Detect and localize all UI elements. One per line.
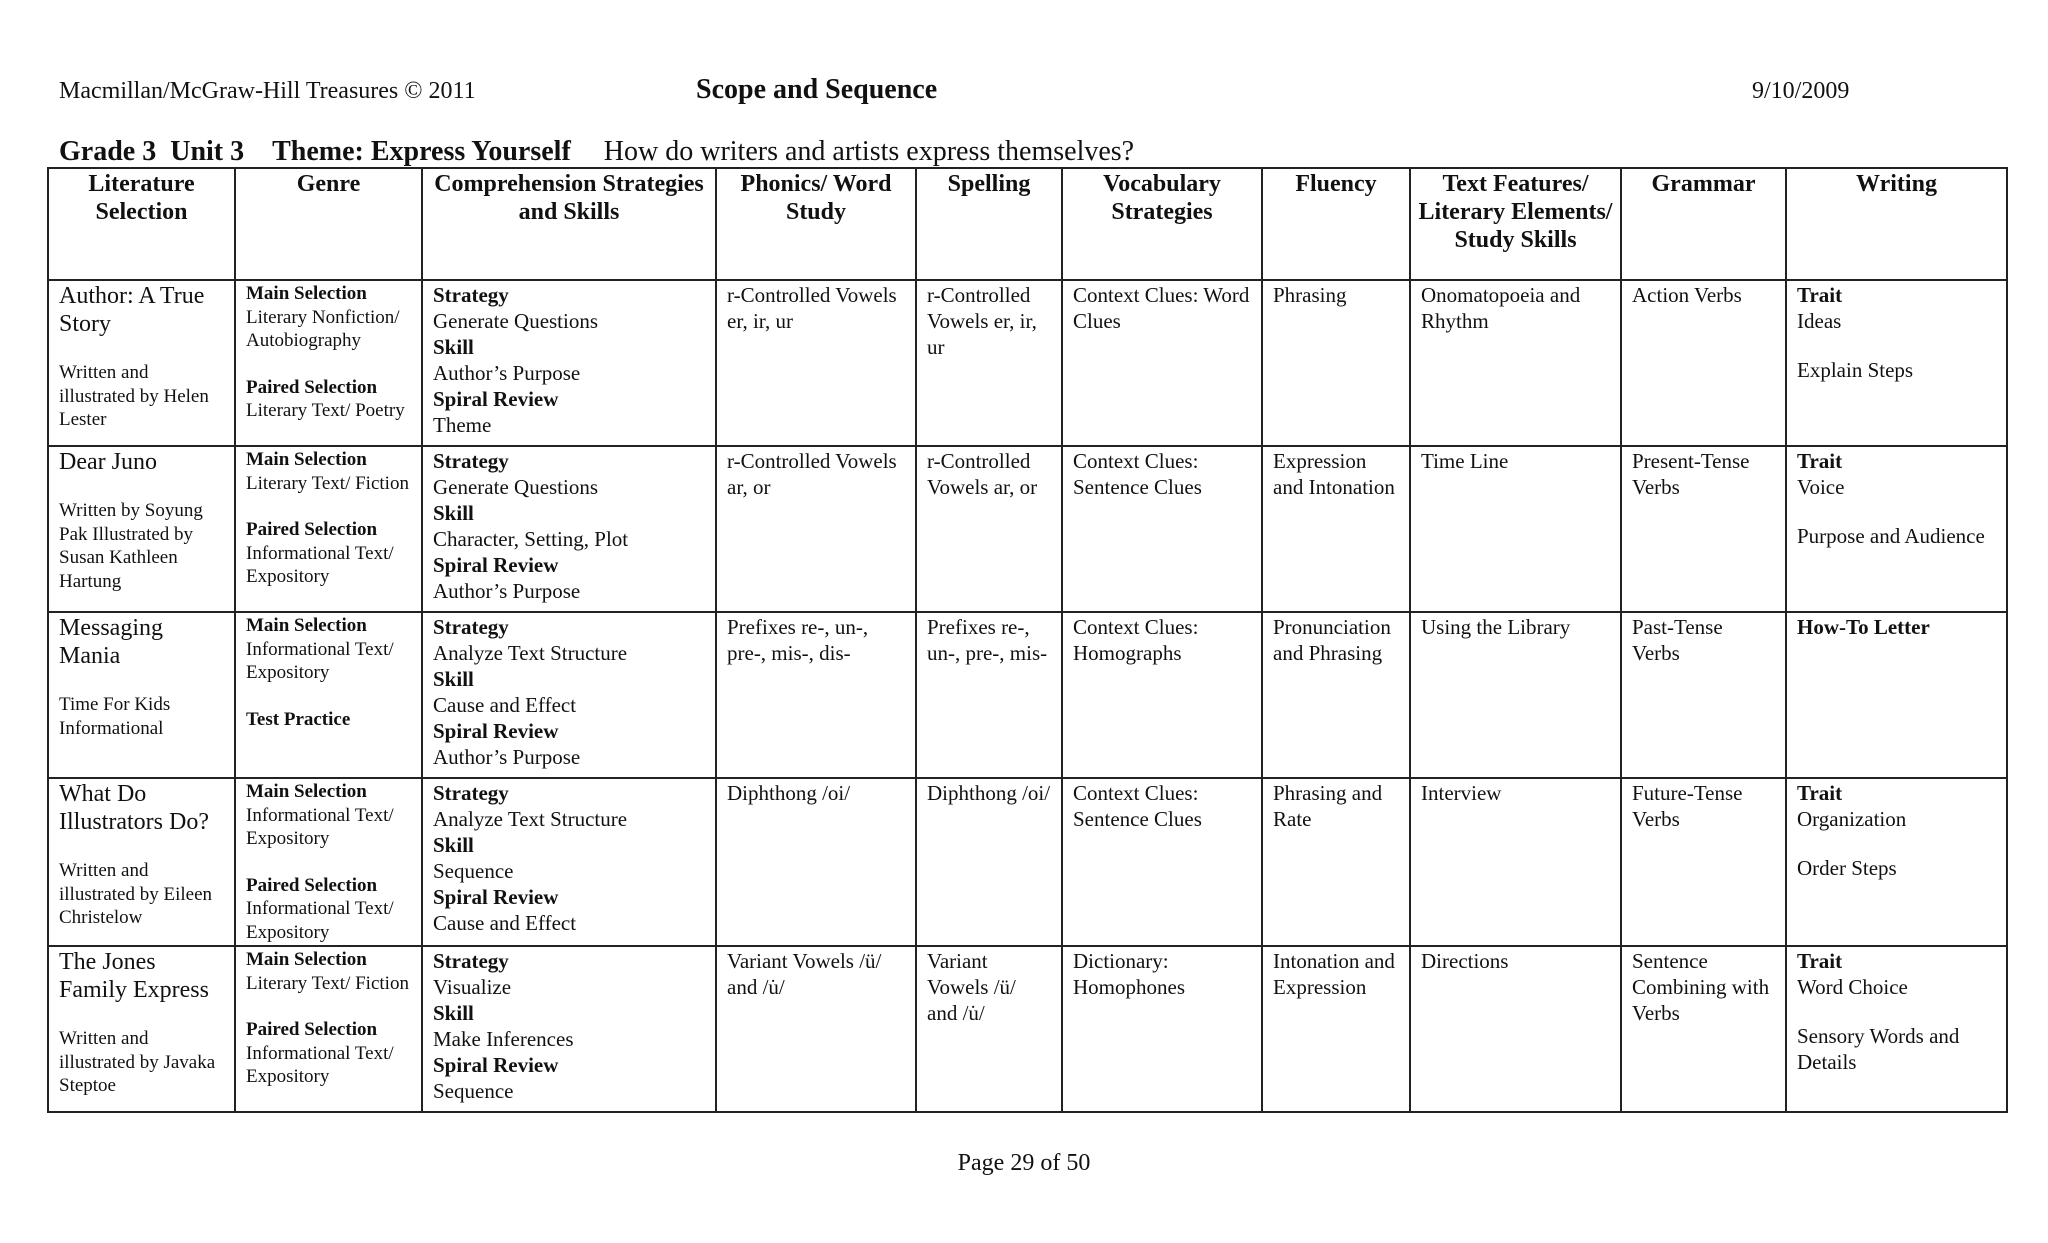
spiral-review-value: Sequence bbox=[433, 1079, 514, 1103]
writing-heading: Trait bbox=[1797, 781, 1843, 805]
phonics-cell: Prefixes re-, un-, pre-, mis-, dis- bbox=[716, 612, 916, 778]
main-selection-genre: Informational Text/ Expository bbox=[246, 804, 394, 849]
column-header: Grammar bbox=[1621, 168, 1786, 280]
main-selection-genre: Literary Text/ Fiction bbox=[246, 472, 409, 494]
spiral-review-value: Author’s Purpose bbox=[433, 579, 581, 603]
phonics-cell: r-Controlled Vowels ar, or bbox=[716, 446, 916, 612]
writing-trait: Word Choice bbox=[1797, 975, 1908, 999]
paired-selection-genre: Literary Text/ Poetry bbox=[246, 400, 405, 421]
skill-value: Sequence bbox=[433, 859, 514, 883]
writing-cell bbox=[1786, 446, 2007, 612]
skill-label: Skill bbox=[433, 667, 474, 691]
spiral-review-value: Theme bbox=[433, 413, 492, 437]
writing-heading: How-To Letter bbox=[1797, 615, 1930, 639]
comprehension-cell bbox=[422, 280, 716, 446]
strategy-label: Strategy bbox=[433, 781, 509, 805]
phonics-cell: Diphthong /oi/ bbox=[716, 778, 916, 946]
fluency-cell: Expression and Intonation bbox=[1262, 446, 1410, 612]
writing-trait: Ideas bbox=[1797, 309, 1842, 333]
column-header: Spelling bbox=[916, 168, 1062, 280]
strategy-value: Analyze Text Structure bbox=[433, 807, 628, 831]
skill-value: Author’s Purpose bbox=[433, 361, 581, 385]
spiral-review-label: Spiral Review bbox=[433, 719, 559, 743]
writing-heading: Trait bbox=[1797, 449, 1843, 473]
vocabulary-cell: Context Clues: Homographs bbox=[1062, 612, 1262, 778]
paired-selection-label: Paired Selection bbox=[246, 519, 378, 540]
grammar-cell: Sentence Combining with Verbs bbox=[1621, 946, 1786, 1112]
grade-label: Grade 3 bbox=[59, 136, 157, 167]
table-row bbox=[48, 946, 2007, 1112]
column-header: Vocabulary Strategies bbox=[1062, 168, 1262, 280]
grammar-cell: Present-Tense Verbs bbox=[1621, 446, 1786, 612]
spelling-cell: r-Controlled Vowels ar, or bbox=[916, 446, 1062, 612]
grammar-cell: Future-Tense Verbs bbox=[1621, 778, 1786, 946]
skill-label: Skill bbox=[433, 501, 474, 525]
paired-selection-label: Paired Selection bbox=[246, 376, 378, 398]
spiral-review-label: Spiral Review bbox=[433, 387, 559, 411]
selection-title: What Do Illustrators Do? bbox=[59, 781, 209, 835]
document-date: 9/10/2009 bbox=[1752, 78, 1850, 104]
skill-label: Skill bbox=[433, 833, 474, 857]
strategy-label: Strategy bbox=[433, 283, 509, 307]
column-header: Writing bbox=[1786, 168, 2007, 280]
fluency-cell: Intonation and Expression bbox=[1262, 946, 1410, 1112]
skill-label: Skill bbox=[433, 335, 474, 359]
skill-value: Character, Setting, Plot bbox=[433, 527, 629, 551]
genre-cell bbox=[235, 446, 422, 612]
unit-heading bbox=[59, 136, 1134, 168]
phonics-cell: Variant Vowels /ü/ and /u̇/ bbox=[716, 946, 916, 1112]
page-number: Page 29 of 50 bbox=[957, 1150, 1091, 1176]
vocabulary-cell: Context Clues: Sentence Clues bbox=[1062, 446, 1262, 612]
writing-trait: Organization bbox=[1797, 807, 1907, 831]
skill-label: Skill bbox=[433, 1001, 474, 1025]
strategy-value: Generate Questions bbox=[433, 309, 599, 333]
vocabulary-cell: Context Clues: Word Clues bbox=[1062, 280, 1262, 446]
main-selection-label: Main Selection bbox=[246, 615, 367, 636]
unit-label: Unit 3 bbox=[170, 136, 245, 167]
spelling-cell: Diphthong /oi/ bbox=[916, 778, 1062, 946]
main-selection-label: Main Selection bbox=[246, 449, 367, 470]
selection-title: Messaging Mania bbox=[59, 615, 163, 669]
writing-cell bbox=[1786, 778, 2007, 946]
column-header: Genre bbox=[235, 168, 422, 280]
column-header: Phonics/ Word Study bbox=[716, 168, 916, 280]
selection-title: Dear Juno bbox=[59, 449, 157, 475]
spiral-review-label: Spiral Review bbox=[433, 885, 559, 909]
comprehension-cell bbox=[422, 612, 716, 778]
writing-cell bbox=[1786, 946, 2007, 1112]
genre-cell bbox=[235, 280, 422, 446]
paired-selection-genre: Informational Text/ Expository bbox=[246, 542, 394, 587]
paired-selection-genre: Informational Text/ Expository bbox=[246, 1042, 394, 1087]
selection-title: Author: A True Story bbox=[59, 283, 205, 337]
writing-trait: Voice bbox=[1797, 475, 1845, 499]
writing-focus: Explain Steps bbox=[1797, 358, 1914, 382]
vocabulary-cell: Dictionary: Homophones bbox=[1062, 946, 1262, 1112]
document-title: Scope and Sequence bbox=[696, 74, 938, 105]
table-row bbox=[48, 612, 2007, 778]
strategy-value: Analyze Text Structure bbox=[433, 641, 628, 665]
literature-cell bbox=[48, 446, 235, 612]
comprehension-cell bbox=[422, 446, 716, 612]
text-features-cell: Onomatopoeia and Rhythm bbox=[1410, 280, 1621, 446]
main-selection-genre: Informational Text/ Expository bbox=[246, 638, 394, 683]
skill-value: Cause and Effect bbox=[433, 693, 577, 717]
main-selection-label: Main Selection bbox=[246, 283, 367, 304]
paired-selection-label: Paired Selection bbox=[246, 1019, 378, 1040]
genre-cell bbox=[235, 946, 422, 1112]
scope-sequence-table bbox=[47, 167, 2008, 1113]
theme-question: How do writers and artists express themselves? bbox=[603, 136, 1135, 167]
selection-title: The Jones Family Express bbox=[59, 949, 209, 1003]
writing-heading: Trait bbox=[1797, 949, 1843, 973]
selection-credit: Written and illustrated by Eileen Christelow bbox=[59, 860, 213, 928]
theme-label: Theme: Express Yourself bbox=[272, 136, 571, 167]
spelling-cell: Prefixes re-, un-, pre-, mis- bbox=[916, 612, 1062, 778]
table-row bbox=[48, 778, 2007, 946]
writing-focus: Order Steps bbox=[1797, 856, 1897, 880]
column-header: Text Features/ Literary Elements/ Study Skills bbox=[1410, 168, 1621, 280]
literature-cell bbox=[48, 612, 235, 778]
writing-cell bbox=[1786, 280, 2007, 446]
table-body bbox=[48, 280, 2007, 1112]
main-selection-genre: Literary Nonfiction/ Autobiography bbox=[246, 306, 400, 351]
text-features-cell: Using the Library bbox=[1410, 612, 1621, 778]
writing-cell bbox=[1786, 612, 2007, 778]
literature-cell bbox=[48, 778, 235, 946]
paired-selection-label: Test Practice bbox=[246, 708, 351, 730]
genre-cell bbox=[235, 612, 422, 778]
strategy-value: Visualize bbox=[433, 975, 512, 999]
paired-selection-label: Paired Selection bbox=[246, 874, 378, 896]
column-header: Literature Selection bbox=[48, 168, 235, 280]
strategy-value: Generate Questions bbox=[433, 475, 599, 499]
paired-selection-genre: Informational Text/ Expository bbox=[246, 898, 394, 943]
table-row bbox=[48, 280, 2007, 446]
literature-cell bbox=[48, 946, 235, 1112]
selection-credit: Written and illustrated by Helen Lester bbox=[59, 362, 209, 430]
selection-credit: Written by Soyung Pak Illustrated by Susan Kathleen Hartung bbox=[59, 500, 203, 592]
strategy-label: Strategy bbox=[433, 615, 509, 639]
writing-focus: Purpose and Audience bbox=[1797, 524, 1985, 548]
phonics-cell: r-Controlled Vowels er, ir, ur bbox=[716, 280, 916, 446]
text-features-cell: Directions bbox=[1410, 946, 1621, 1112]
publisher-text: Macmillan/McGraw-Hill Treasures © 2011 bbox=[59, 78, 476, 104]
spelling-cell: r-Controlled Vowels er, ir, ur bbox=[916, 280, 1062, 446]
writing-focus: Sensory Words and Details bbox=[1797, 1024, 1960, 1074]
strategy-label: Strategy bbox=[433, 449, 509, 473]
main-selection-genre: Literary Text/ Fiction bbox=[246, 972, 409, 994]
comprehension-cell bbox=[422, 778, 716, 946]
spiral-review-label: Spiral Review bbox=[433, 1053, 559, 1077]
fluency-cell: Pronunciation and Phrasing bbox=[1262, 612, 1410, 778]
selection-credit: Written and illustrated by Javaka Steptoe bbox=[59, 1028, 216, 1096]
writing-heading: Trait bbox=[1797, 283, 1843, 307]
spelling-cell: Variant Vowels /ü/ and /u̇/ bbox=[916, 946, 1062, 1112]
column-header: Fluency bbox=[1262, 168, 1410, 280]
main-selection-label: Main Selection bbox=[246, 781, 367, 802]
header-row bbox=[48, 168, 2007, 280]
grammar-cell: Past-Tense Verbs bbox=[1621, 612, 1786, 778]
skill-value: Make Inferences bbox=[433, 1027, 574, 1051]
strategy-label: Strategy bbox=[433, 949, 509, 973]
text-features-cell: Time Line bbox=[1410, 446, 1621, 612]
fluency-cell: Phrasing and Rate bbox=[1262, 778, 1410, 946]
comprehension-cell bbox=[422, 946, 716, 1112]
vocabulary-cell: Context Clues: Sentence Clues bbox=[1062, 778, 1262, 946]
fluency-cell: Phrasing bbox=[1262, 280, 1410, 446]
column-header: Comprehension Strategies and Skills bbox=[422, 168, 716, 280]
selection-credit: Time For Kids Informational bbox=[59, 694, 171, 739]
main-selection-label: Main Selection bbox=[246, 949, 367, 970]
grammar-cell: Action Verbs bbox=[1621, 280, 1786, 446]
text-features-cell: Interview bbox=[1410, 778, 1621, 946]
table-row bbox=[48, 446, 2007, 612]
literature-cell bbox=[48, 280, 235, 446]
spiral-review-label: Spiral Review bbox=[433, 553, 559, 577]
spiral-review-value: Author’s Purpose bbox=[433, 745, 581, 769]
genre-cell bbox=[235, 778, 422, 946]
spiral-review-value: Cause and Effect bbox=[433, 911, 577, 935]
